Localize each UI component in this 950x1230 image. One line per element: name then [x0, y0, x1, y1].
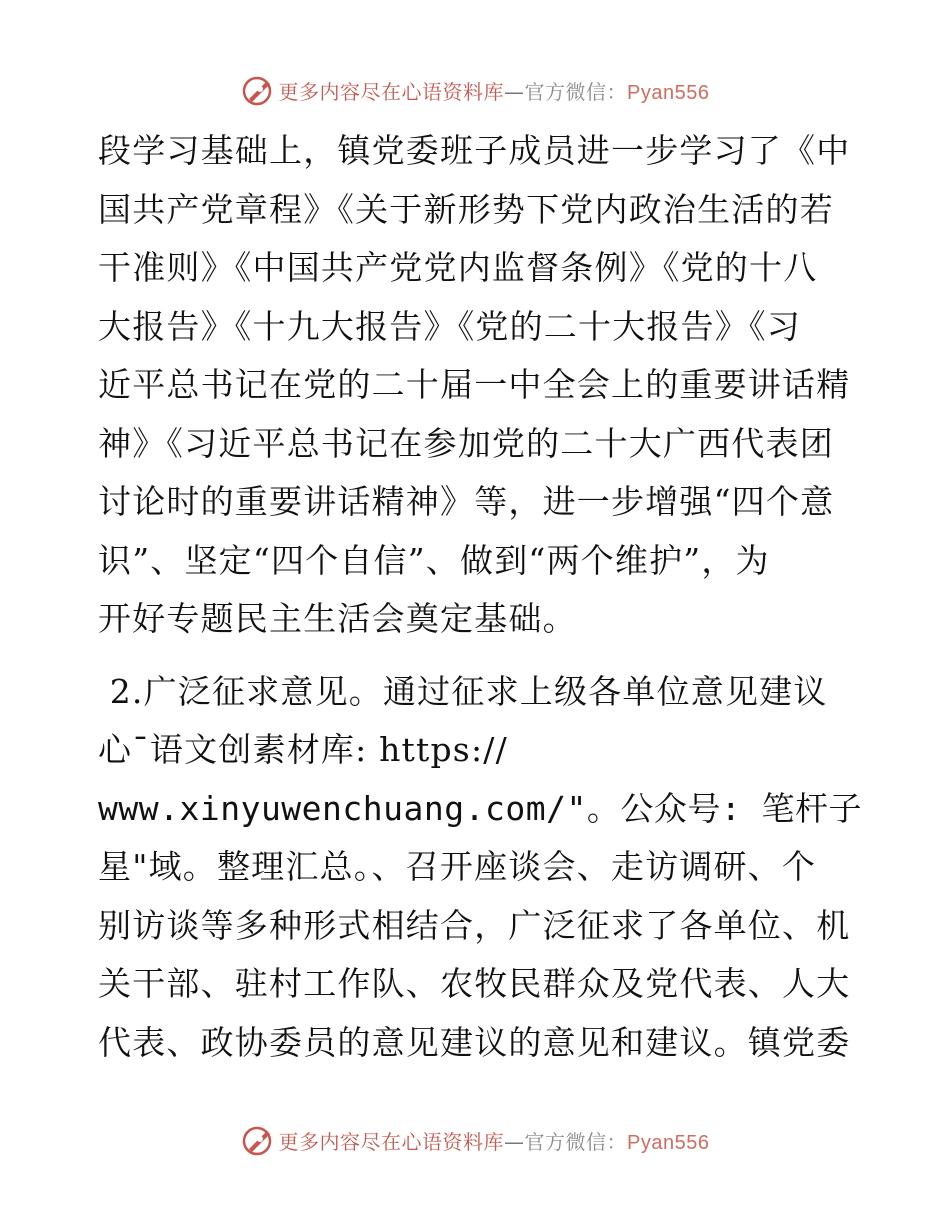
text-line: 干准则》《中国共产党党内监督条例》《党的十八: [98, 248, 818, 287]
document-body: [98, 122, 863, 1072]
footer-wechat-id: Pyan556: [627, 1131, 710, 1154]
text-line: 大报告》《十九大报告》《党的二十大报告》《习: [98, 306, 801, 346]
header-wechat-label: 官方微信：: [524, 79, 628, 104]
footer-main: 更多内容尽在心语资料库: [278, 1129, 505, 1154]
text-line: 2.广泛征求意见。通过征求上级各单位意见建议: [98, 671, 828, 711]
footer-text: [279, 1126, 710, 1155]
text-line: 识”、坚定“四个自信”、做到“两个维护”，为: [98, 540, 770, 580]
text-line: 神》《习近平总书记在参加党的二十大广西代表团: [98, 423, 834, 463]
text-line: 星"域。整理汇总。、召开座谈会、走访调研、个: [98, 847, 817, 886]
text-line: 代表、政协委员的意见建议的意见和建议。镇党委: [98, 1022, 851, 1062]
text-line: 别访谈等多种形式相结合，广泛征求了各单位、机: [98, 905, 851, 945]
text-line: www.xinyuwenchuang.com/"。公众号: 笔杆子: [98, 788, 863, 828]
footer-wechat-label: 官方微信：: [524, 1129, 628, 1154]
header-main: 更多内容尽在心语资料库: [278, 79, 505, 104]
footer-sep: —: [504, 1129, 525, 1154]
header-wechat-id: Pyan556: [627, 81, 710, 104]
pen-logo-icon: [241, 73, 275, 107]
pen-logo-icon: [241, 1123, 275, 1157]
text-line: 关干部、驻村工作队、农牧民群众及党代表、人大: [98, 964, 851, 1003]
text-line: 心¯语文创素材库: https://: [98, 730, 508, 769]
footer-banner: [0, 1120, 950, 1160]
header-text: [279, 76, 710, 105]
text-line: 讨论时的重要讲话精神》等，进一步增强“四个意: [98, 482, 835, 521]
text-line: 段学习基础上，镇党委班子成员进一步学习了《中: [98, 131, 851, 170]
header-banner: [0, 70, 950, 110]
text-line: 开好专题民主生活会奠定基础。: [98, 599, 577, 638]
header-sep: —: [504, 79, 525, 104]
text-line: 近平总书记在党的二十届一中全会上的重要讲话精: [98, 365, 851, 404]
text-line: 国共产党章程》《关于新形势下党内政治生活的若: [98, 189, 834, 229]
